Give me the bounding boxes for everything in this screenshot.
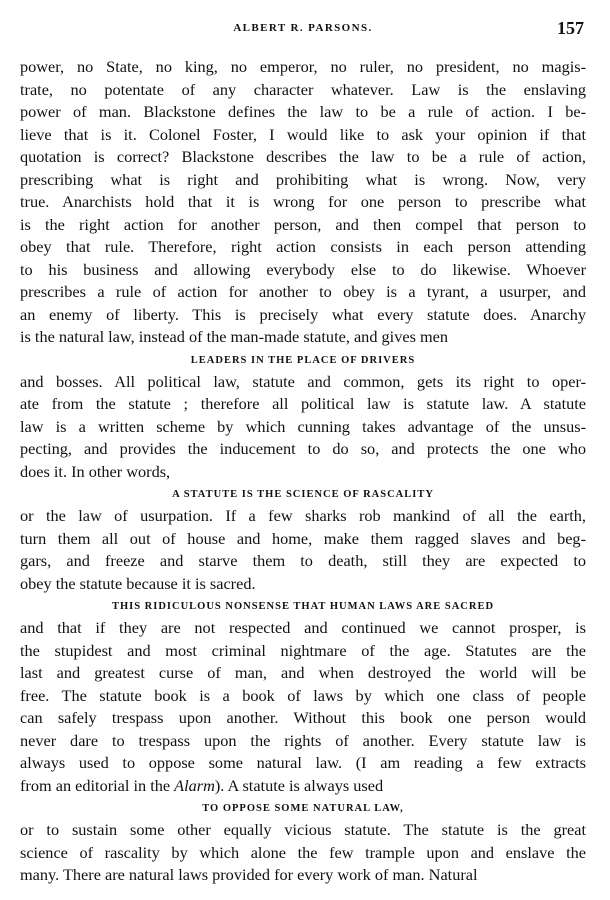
periodical-title: Alarm xyxy=(174,775,215,795)
text-line: many. There are natural laws provided for every work of man. Natural xyxy=(20,865,478,884)
paragraph xyxy=(20,371,586,484)
text-line: to his business and allowing everybody else to do likewise. Whoever xyxy=(20,259,586,279)
page-body xyxy=(20,56,586,887)
section-heading: LEADERS IN THE PLACE OF DRIVERS xyxy=(190,354,416,366)
text-line: ate from the statute ; therefore all political law is statute law. A statute xyxy=(20,394,586,413)
text-line: an enemy of liberty. This is precisely what every statute does. Anarchy xyxy=(20,304,586,324)
text-line: gars, and freeze and starve them to death, still they are expected to xyxy=(20,551,586,570)
section-heading: TO OPPOSE SOME NATURAL LAW, xyxy=(202,803,404,814)
text-line: does it. In other words, xyxy=(20,461,171,481)
text-line: law is a written scheme by which cunning takes advantage of the unsus- xyxy=(20,416,586,436)
text-line: power of man. Blackstone defines the law to be a rule of action. I be- xyxy=(20,102,586,121)
text-line: obey that rule. Therefore, right action consists in each person attending xyxy=(20,237,586,256)
text-line: from an editorial in the Alarm). A statute is always used xyxy=(20,775,384,795)
running-head xyxy=(20,18,586,44)
running-title: ALBERT R. PARSONS. xyxy=(233,22,373,34)
text-line: is the right action for another person, and then compel that person to xyxy=(20,214,586,234)
section-heading: A STATUTE IS THE SCIENCE OF RASCALITY xyxy=(172,489,434,500)
text-line: true. Anarchists hold that it is wrong for one person to prescribe what xyxy=(20,192,586,211)
text-line: science of rascality by which alone the few trample upon and enslave the xyxy=(20,842,586,862)
text-line: free. The statute book is a book of laws by which one class of people xyxy=(20,685,586,705)
text-line: can safely trespass upon another. Without this book one person would xyxy=(20,708,586,727)
text-line: trate, no potentate of any character whatever. Law is the enslaving xyxy=(20,79,586,99)
text-line: and bosses. All political law, statute and common, gets its right to oper- xyxy=(20,371,586,391)
text-line: or the law of usurpation. If a few sharks rob mankind of all the earth, xyxy=(20,506,586,525)
text-line: obey the statute because it is sacred. xyxy=(20,573,256,593)
section-heading: THIS RIDICULOUS NONSENSE THAT HUMAN LAWS ARE SACRED xyxy=(111,601,495,612)
text-line: lieve that is it. Colonel Foster, I would like to ask your opinion if that xyxy=(20,124,586,144)
text-line: turn them all out of house and home, make them ragged slaves and beg- xyxy=(20,528,586,548)
text-line: quotation is correct? Blackstone describes the law to be a rule of action, xyxy=(20,147,586,166)
paragraph xyxy=(20,819,586,887)
paragraph xyxy=(20,505,586,595)
text-line: pecting, and provides the inducement to do so, and protects the one who xyxy=(20,439,586,458)
text-line: prescribes a rule of action for another to obey is a tyrant, a usurper, and xyxy=(20,282,586,301)
text-line: is the natural law, instead of the man-made statute, and gives men xyxy=(20,327,449,346)
text-line: and that if they are not respected and continued we cannot prosper, is xyxy=(20,618,586,637)
paragraph xyxy=(20,617,586,797)
page-number: 157 xyxy=(557,18,584,38)
text-line: or to sustain some other equally vicious statute. The statute is the great xyxy=(20,820,586,839)
text-line: always used to oppose some natural law. (I am reading a few extracts xyxy=(20,753,586,772)
text-line: the stupidest and most criminal nightmare of the age. Statutes are the xyxy=(20,640,586,660)
text-line: prescribing what is right and prohibiting what is wrong. Now, very xyxy=(20,169,586,189)
paragraph xyxy=(20,56,586,349)
text-line: last and greatest curse of man, and when destroyed the world will be xyxy=(20,663,586,682)
text-line: power, no State, no king, no emperor, no ruler, no president, no magis- xyxy=(20,57,586,76)
text-line: never dare to trespass upon the rights of another. Every statute law is xyxy=(20,730,586,750)
